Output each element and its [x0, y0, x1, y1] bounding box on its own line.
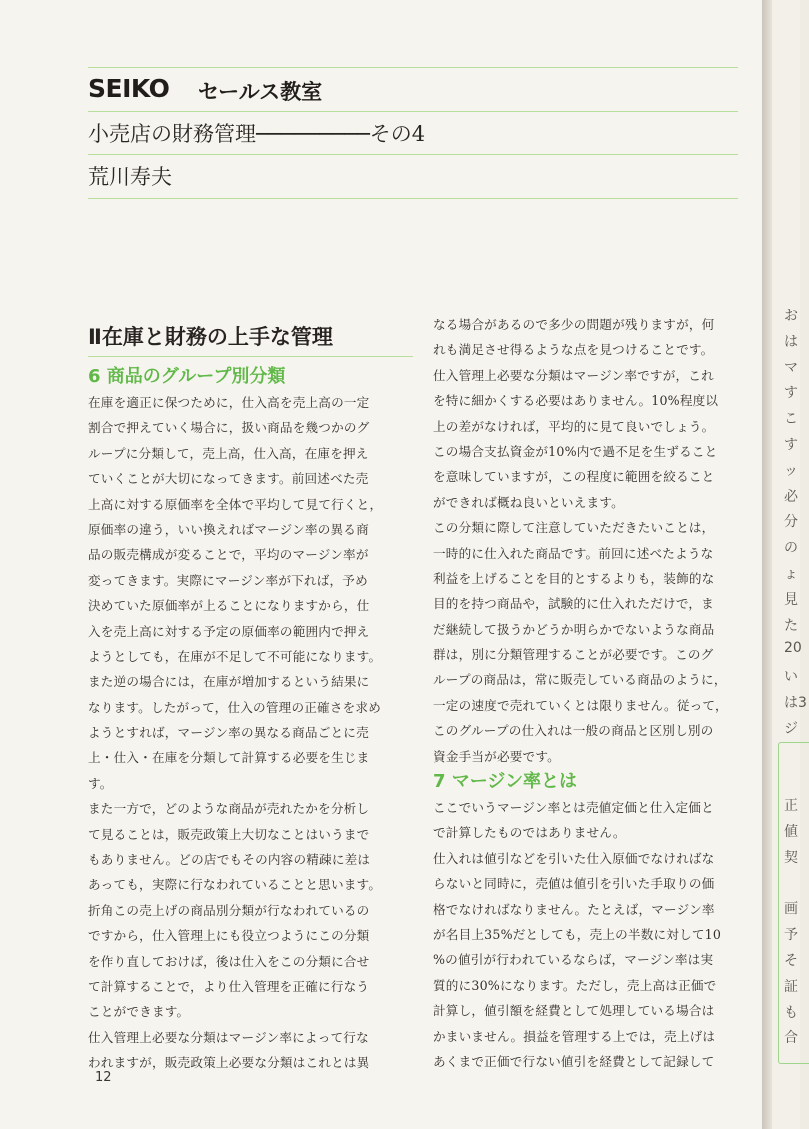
text-line: を作り直しておけば，後は仕入をこの分類に合せ [88, 953, 370, 969]
section-heading: 7 マージン率とは [433, 771, 577, 793]
text-line: 一定の速度で売れていくとは限りません。従って， [433, 697, 728, 713]
right-column-body [433, 312, 758, 1074]
adjacent-page-glyph: そ [784, 953, 798, 969]
section-heading: 6 商品のグループ別分類 [88, 366, 286, 387]
text-line: われますが，販売政策上必要な分類はこれとは異 [88, 1055, 370, 1071]
text-line: 仕入れは値引などを引いた仕入原価でなければな [433, 850, 715, 866]
text-line: て見ることは，販売政策上大切なことはいうまで [88, 826, 370, 842]
adjacent-page-glyph: す [784, 437, 798, 453]
header-rule-bottom [88, 198, 738, 199]
adjacent-page-glyph: 証 [784, 978, 798, 995]
text-line: かまいません。損益を管理する上では，売上げは [433, 1028, 716, 1044]
adjacent-page-glyph: ッ [784, 462, 798, 479]
text-line: 折角この売上げの商品別分類が行なわれているの [88, 902, 370, 918]
text-line: %の値引が行われているならば，マージン率は実 [433, 952, 714, 968]
text-line: 品の販売構成が変ることで，平均のマージン率が [88, 547, 369, 563]
text-line: を意味していますが，この程度に範囲を絞ること [433, 469, 715, 485]
page-number: 12 [95, 1070, 112, 1085]
chapter-heading-block [88, 312, 413, 357]
text-line: 上高に対する原価率を全体で平均して見て行くと， [88, 496, 383, 512]
text-line: れも満足させ得るような点を見つけることです。 [433, 342, 714, 358]
text-line: ていくことが大切になってきます。前回述べた売 [88, 471, 369, 487]
text-line: す。 [88, 775, 113, 791]
adjacent-page-glyph: ジ [784, 720, 798, 737]
brand-logo: SEIKO [88, 74, 170, 103]
adjacent-page-glyph: い [784, 669, 798, 686]
adjacent-page-glyph: 予 [784, 927, 798, 944]
text-line: この分類に際して注意していただきたいことは， [433, 520, 715, 536]
text-line: なります。したがって，仕入の管理の正確さを求め [88, 699, 381, 715]
adjacent-page-glyph: 見 [784, 591, 798, 608]
adjacent-page-glyph: は [784, 333, 798, 350]
text-line: 原価率の違う，いい換えればマージン率の異る商 [88, 521, 369, 537]
adjacent-page-glyph: マ [784, 359, 798, 376]
adjacent-page-glyph: 分 [784, 514, 798, 531]
text-line: あくまで正価で行ない値引を経費として記録して [433, 1053, 715, 1069]
text-line: 割合で押えていく場合に，扱い商品を幾つかのグ [88, 420, 370, 436]
text-line: 上・仕入・在庫を分類して計算する必要を生じま [88, 750, 370, 766]
text-line: らないと同時に，売値は値引を引いた手取りの価 [433, 876, 715, 892]
text-line: ここでいうマージン率とは売値定価と仕入定価と [433, 800, 714, 816]
text-line: だ継続して扱うかどうか明らかでないような商品 [433, 621, 715, 637]
text-line: ができれば概ね良いといえます。 [433, 494, 624, 510]
text-line: 資金手当が必要です。 [433, 748, 560, 764]
text-line: 決めていた原価率が上ることになりますから，仕 [88, 598, 370, 614]
text-line: もありません。どの店でもその内容の精疎に差は [88, 852, 371, 868]
text-line: ループの商品は，常に販売している商品のように， [433, 672, 727, 688]
adjacent-page-glyph: も [784, 1004, 798, 1021]
text-line: 一時的に仕入れた商品です。前回に述べたような [433, 545, 714, 561]
text-line: 群は，別に分類管理することが必要です。このグ [433, 647, 714, 663]
left-column-body [88, 364, 413, 1076]
text-line: 上の差がなければ，平均的に見て良いでしょう。 [433, 418, 715, 434]
adjacent-page-glyph: す [784, 385, 798, 402]
adjacent-page-glyph: 画 [784, 901, 798, 918]
text-line: 在庫を適正に保つために，仕入高を売上高の一定 [88, 395, 370, 410]
adjacent-page-glyph: 必 [784, 488, 798, 505]
adjacent-page-glyph: 正 [784, 798, 798, 815]
text-line: 利益を上げることを目的とするよりも，装飾的な [433, 570, 715, 586]
adjacent-page-glyph: 値 [784, 824, 798, 840]
adjacent-page-glyph: た [784, 617, 798, 634]
text-line: 変ってきます。実際にマージン率が下れば，予め [88, 572, 368, 588]
text-line: を特に細かくする必要はありません。10%程度以 [433, 393, 719, 409]
adjacent-page-glyph: の [784, 540, 798, 557]
adjacent-page-glyph: こ [784, 411, 798, 428]
text-line: 格でなければなりません。たとえば，マージン率 [433, 901, 715, 917]
text-line: 計算し，値引額を経費として処理している場合は [433, 1003, 715, 1019]
left-column [88, 312, 413, 1076]
text-line: あっても，実際に行なわれていることと思います。 [88, 877, 382, 893]
header-rule-2 [88, 111, 738, 112]
series-title: セールス教室 [198, 80, 323, 104]
adjacent-page-glyph: は3 [784, 695, 807, 711]
text-line: このグループの仕入れは一般の商品と区別し別の [433, 723, 714, 739]
text-line: また逆の場合には，在庫が増加するという結果に [88, 674, 370, 690]
text-line: で計算したものではありません。 [433, 825, 626, 841]
adjacent-page-glyph: お [784, 308, 798, 324]
text-line: 仕入管理上必要な分類はマージン率ですが，これ [433, 367, 714, 383]
page-spine [762, 0, 772, 1129]
text-line: 入を売上高に対する予定の原価率の範囲内で押え [88, 623, 370, 639]
text-line: ようとしても，在庫が不足して不可能になります。 [88, 648, 382, 664]
text-line: また一方で，どのような商品が売れたかを分析し [88, 801, 370, 817]
header-rule-3 [88, 154, 738, 155]
adjacent-page-glyph: 20 [784, 640, 802, 657]
text-line: ようとすれば，マージン率の異なる商品ごとに売 [88, 725, 369, 741]
text-line: この場合支払資金が10%内で過不足を生ずること [433, 443, 718, 459]
chapter-heading: Ⅱ在庫と財務の上手な管理 [88, 325, 333, 349]
text-line: 質的に30%になります。ただし，売上高は正価で [433, 977, 717, 993]
article-title: 小売店の財務管理─────────その4 [88, 122, 426, 146]
text-line: 目的を持つ商品や，試験的に仕入れただけで，ま [433, 596, 714, 612]
adjacent-page-glyph: ょ [784, 566, 798, 582]
text-line: が名目上35%だとしても，売上の半数に対して10 [433, 926, 722, 942]
text-line: ことができます。 [88, 1004, 190, 1020]
text-line: ですから，仕入管理上にも役立つようにこの分類 [88, 928, 370, 944]
author-name: 荒川寿夫 [88, 165, 172, 189]
text-line: ループに分類して，売上高，仕入高，在庫を押え [88, 445, 369, 461]
right-column [433, 312, 758, 1074]
text-line: て計算することで，より仕入管理を正確に行なう [88, 978, 370, 994]
adjacent-page-glyph: 契 [784, 849, 798, 866]
text-line: なる場合があるので多少の問題が残りますが，何 [433, 317, 715, 332]
header-rule-top [88, 67, 738, 68]
adjacent-page-box [778, 742, 809, 1064]
adjacent-page-glyph: 合 [784, 1030, 798, 1047]
text-line: 仕入管理上必要な分類はマージン率によって行な [88, 1029, 369, 1045]
